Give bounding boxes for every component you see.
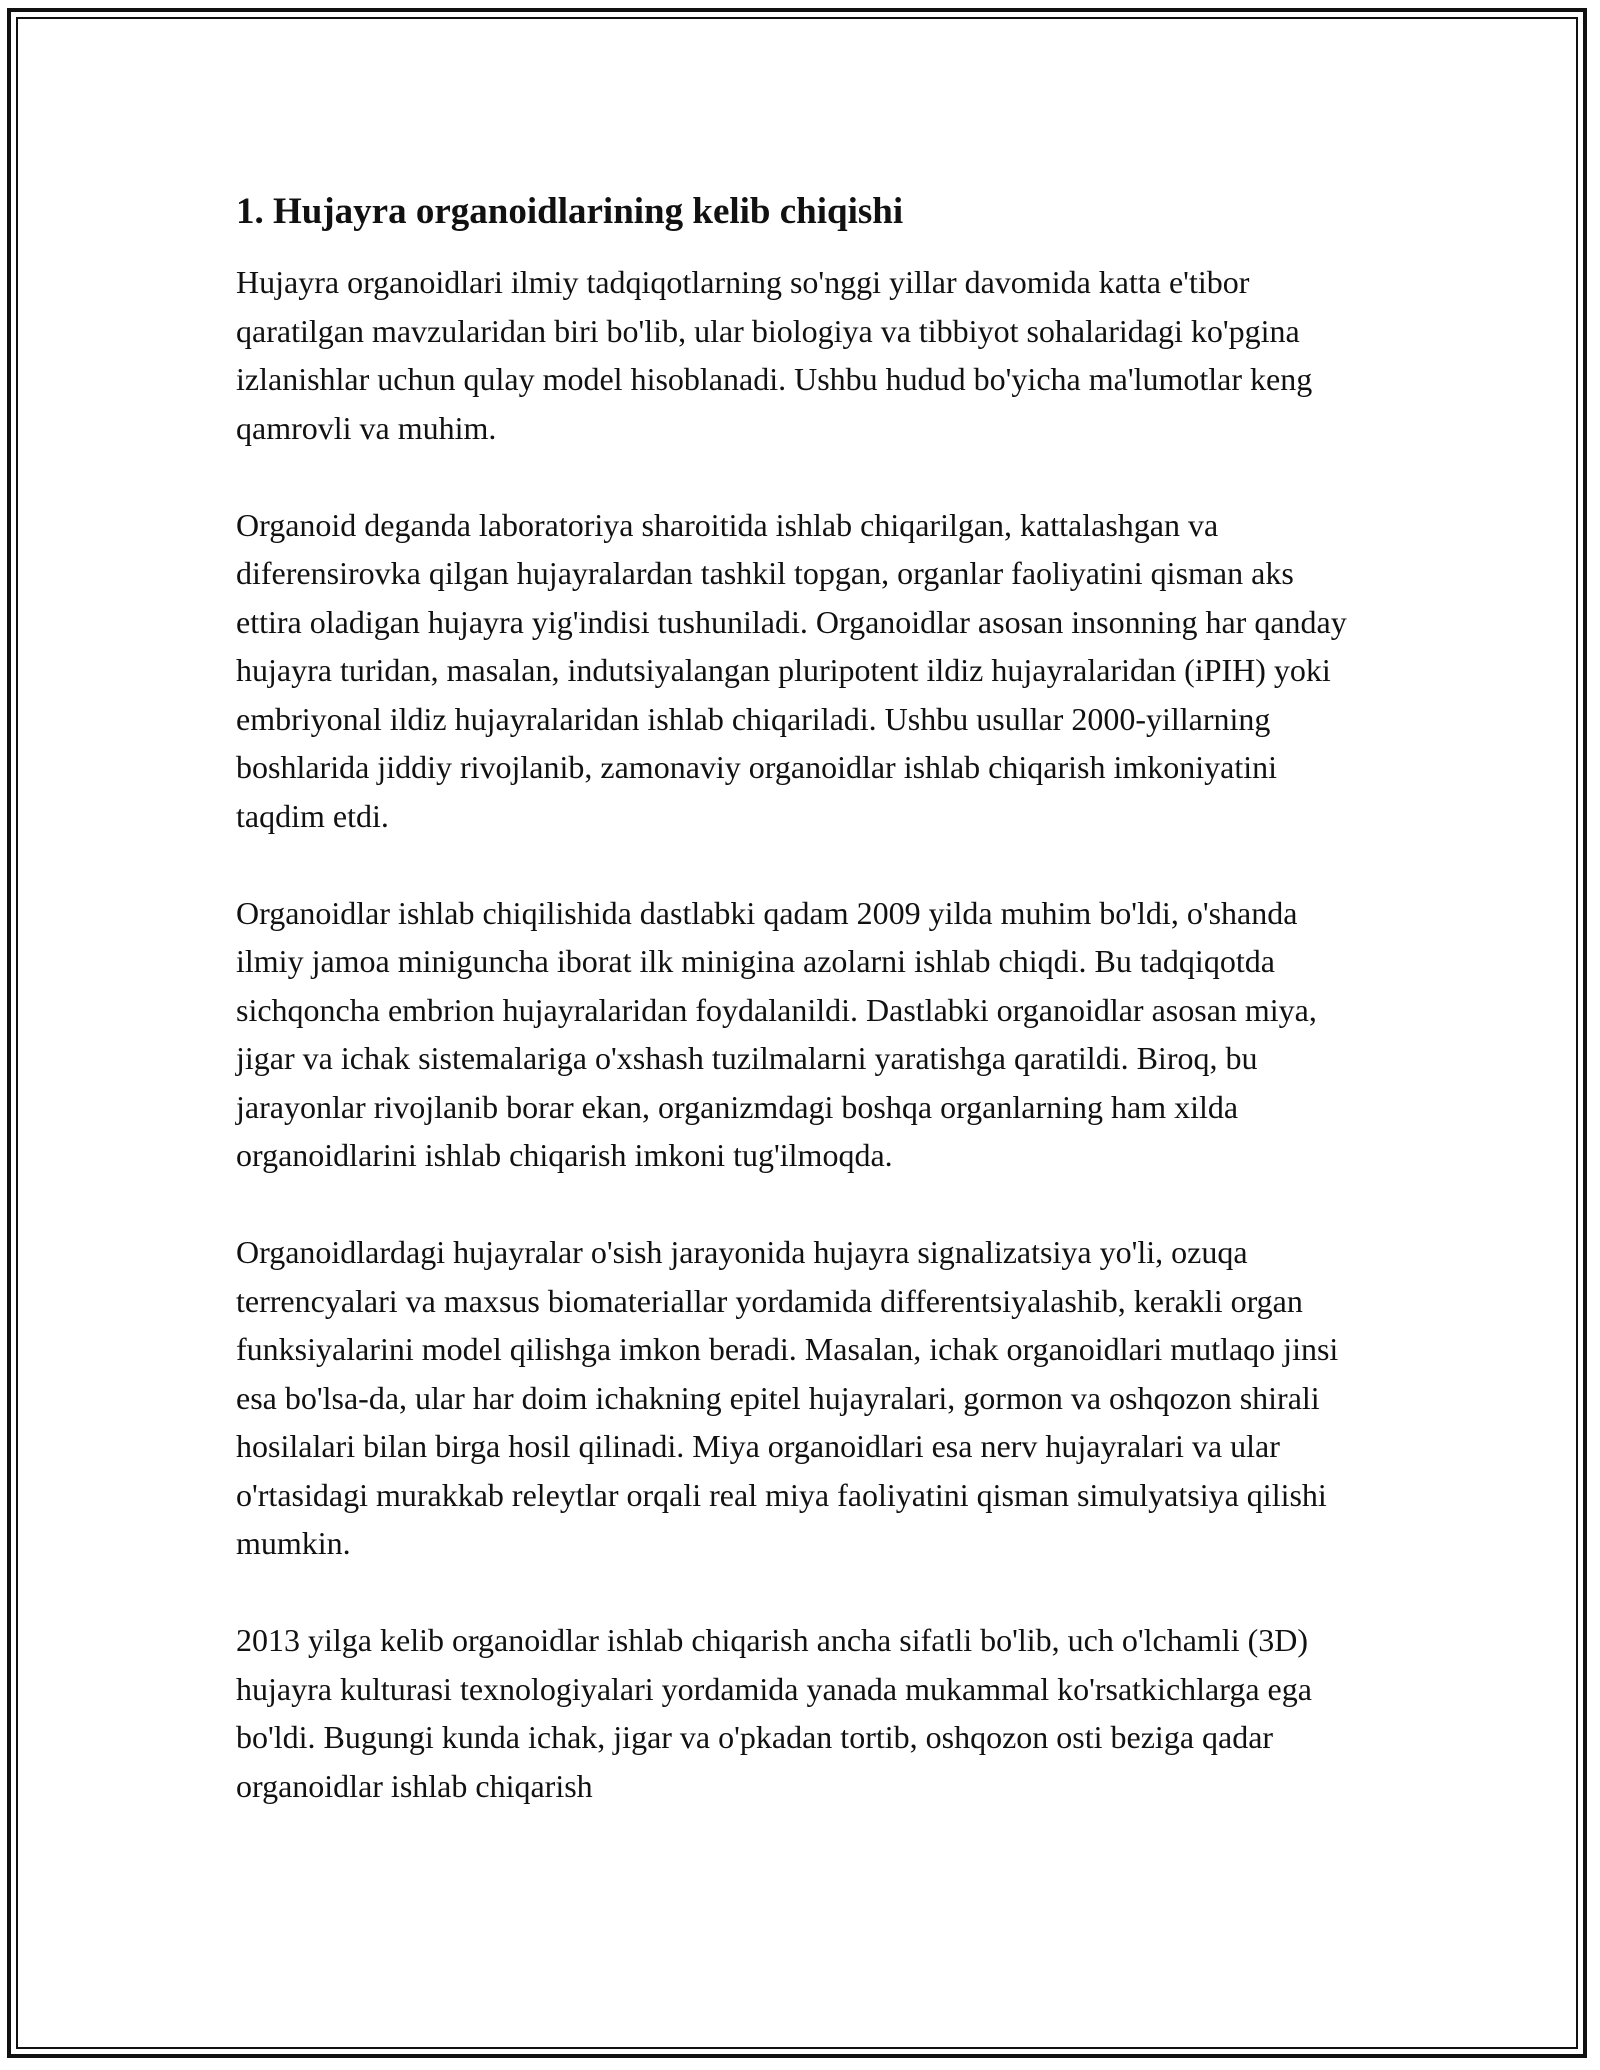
paragraph-1: Hujayra organoidlari ilmiy tadqiqotlarning so'nggi yillar davomida katta e'tibor qaratilgan mavzularidan biri bo'lib, ular biologiya va tibbiyot sohalaridagi ko'pgina izlanishlar uchun qulay model hisoblanadi. Ushbu hudud bo'yicha ma'lumotlar keng qamrovli va muhim. bbox=[236, 264, 1313, 446]
document-body bbox=[236, 186, 1366, 1859]
paragraph-4: Organoidlardagi hujayralar o'sish jarayonida hujayra signalizatsiya yo'li, ozuqa terrencyalari va maxsus biomateriallar yordamida differentsiyalashib, kerakli organ funksiyalarini model qilishga imkon beradi. Masalan, ichak organoidlari mutlaqo jinsi esa bo'lsa-da, ular har doim ichakning epitel hujayralari, gormon va oshqozon shirali hosilalari bilan birga hosil qilinadi. Miya organoidlari esa nerv hujayralari va ular o'rtasidagi murakkab releytlar orqali real miya faoliyatini qisman simulyatsiya qilishi mumkin. bbox=[236, 1234, 1339, 1561]
section-heading: 1. Hujayra organoidlarining kelib chiqishi bbox=[236, 191, 904, 232]
paragraph-5: 2013 yilga kelib organoidlar ishlab chiqarish ancha sifatli bo'lib, uch o'lchamli (3D) hujayra kulturasi texnologiyalari yordamida yanada mukammal ko'rsatkichlarga ega bo'ldi. Bugungi kunda ichak, jigar va o'pkadan tortib, oshqozon osti beziga qadar organoidlar ishlab chiqarish bbox=[236, 1622, 1312, 1804]
paragraph-2: Organoid deganda laboratoriya sharoitida ishlab chiqarilgan, kattalashgan va diferensirovka qilgan hujayralardan tashkil topgan, organlar faoliyatini qisman aks ettira oladigan hujayra yig'indisi tushuniladi. Organoidlar asosan insonning har qanday hujayra turidan, masalan, indutsiyalangan pluripotent ildiz hujayralaridan (iPIH) yoki embriyonal ildiz hujayralaridan ishlab chiqariladi. Ushbu usullar 2000-yillarning boshlarida jiddiy rivojlanib, zamonaviy organoidlar ishlab chiqarish imkoniyatini taqdim etdi. bbox=[236, 506, 1347, 834]
paragraph-3: Organoidlar ishlab chiqilishida dastlabki qadam 2009 yilda muhim bo'ldi, o'shanda ilmiy jamoa miniguncha iborat ilk minigina azolarni ishlab chiqdi. Bu tadqiqotda sichqoncha embrion hujayralaridan foydalanildi. Dastlabki organoidlar asosan miya, jigar va ichak sistemalariga o'xshash tuzilmalarni yaratishga qaratildi. Biroq, bu jarayonlar rivojlanib borar ekan, organizmdagi boshqa organlarning ham xilda organoidlarini ishlab chiqarish imkoni tug'ilmoqda. bbox=[236, 894, 1317, 1173]
